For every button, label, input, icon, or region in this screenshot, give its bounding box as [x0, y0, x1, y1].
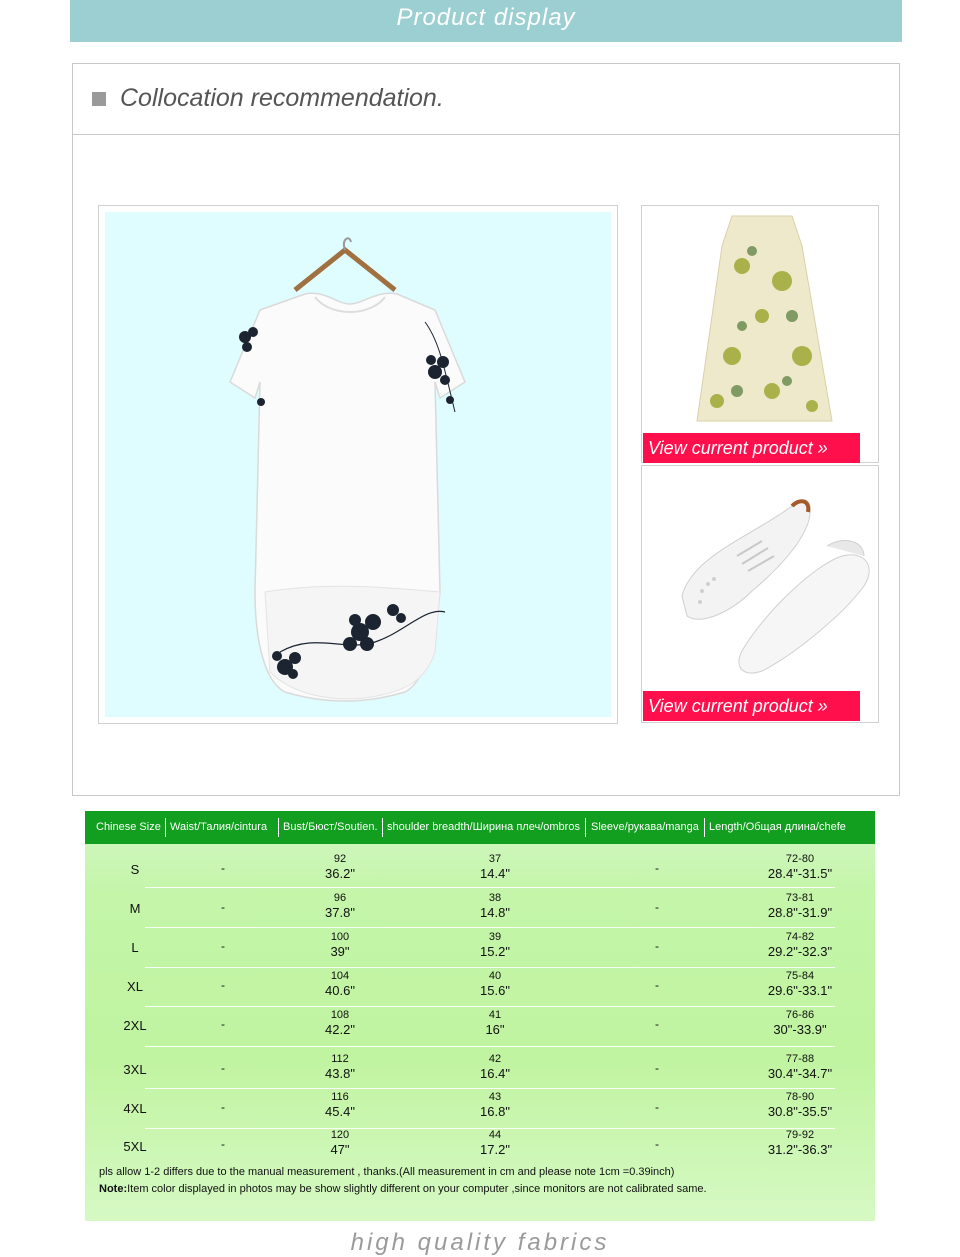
shoulder-cm: 42 — [488, 1053, 502, 1065]
waist-value: - — [221, 1061, 225, 1075]
table-row — [85, 1049, 875, 1089]
table-row — [85, 1089, 875, 1129]
waist-value: - — [221, 1017, 225, 1031]
sleeve-value: - — [655, 1017, 659, 1031]
header-length: Length/Общая длина/chefe — [709, 821, 846, 833]
size-value: S — [130, 862, 140, 877]
next-section-title: high quality fabrics — [350, 1229, 610, 1256]
bust-inch: 39" — [330, 944, 350, 959]
bust-inch: 47" — [330, 1142, 350, 1157]
sleeve-value: - — [655, 900, 659, 914]
bust-inch: 43.8" — [325, 1066, 355, 1081]
note-text: Item color displayed in photos may be show slightly different on your computer ,since monitors are not calibrated same. — [127, 1183, 707, 1195]
length-inch: 29.6"-33.1" — [767, 983, 833, 998]
header-waist: Waist/Талия/cintura — [170, 821, 268, 833]
length-inch: 28.4"-31.5" — [767, 866, 833, 881]
header-bust: Bust/Бюст/Soutien. — [283, 821, 378, 833]
shoulder-inch: 16.4" — [480, 1066, 510, 1081]
size-value: M — [129, 901, 141, 916]
main-product-image — [98, 205, 618, 724]
length-inch: 30.8"-35.5" — [767, 1104, 833, 1119]
bust-cm: 92 — [333, 853, 347, 865]
bust-cm: 108 — [330, 1009, 350, 1021]
waist-value: - — [221, 1100, 225, 1114]
length-inch: 31.2"-36.3" — [767, 1142, 833, 1157]
table-row — [85, 928, 875, 968]
table-row — [85, 848, 875, 888]
measurement-notes — [99, 1165, 759, 1196]
sleeve-value: - — [655, 1061, 659, 1075]
length-cm: 72-80 — [785, 853, 815, 865]
bust-inch: 45.4" — [325, 1104, 355, 1119]
color-note — [99, 1182, 759, 1196]
length-cm: 77-88 — [785, 1053, 815, 1065]
header-sleeve: Sleeve/рукава/manga — [591, 821, 699, 833]
shoulder-cm: 38 — [488, 892, 502, 904]
bust-inch: 40.6" — [325, 983, 355, 998]
length-cm: 79-92 — [785, 1129, 815, 1141]
shoes-product-card[interactable] — [641, 465, 879, 723]
table-row — [85, 1128, 875, 1168]
product-display-banner — [70, 0, 902, 42]
length-cm: 73-81 — [785, 892, 815, 904]
size-chart-header — [85, 811, 875, 844]
sleeve-value: - — [655, 939, 659, 953]
shoulder-inch: 17.2" — [480, 1142, 510, 1157]
white-blouse-image — [105, 212, 611, 717]
length-cm: 75-84 — [785, 970, 815, 982]
bust-cm: 104 — [330, 970, 350, 982]
length-inch: 30"-33.9" — [773, 1022, 827, 1037]
waist-value: - — [221, 978, 225, 992]
table-row — [85, 888, 875, 928]
view-shoes-button[interactable]: View current product » — [643, 691, 860, 721]
shoulder-inch: 15.6" — [480, 983, 510, 998]
square-bullet-icon — [92, 92, 106, 106]
collocation-section — [72, 63, 900, 796]
header-divider — [585, 818, 586, 837]
size-value: 3XL — [123, 1062, 147, 1077]
note-label: Note: — [99, 1183, 128, 1195]
size-chart-table — [85, 811, 875, 1221]
shoulder-cm: 39 — [488, 931, 502, 943]
bust-inch: 42.2" — [325, 1022, 355, 1037]
row-divider — [145, 1046, 835, 1047]
bust-cm: 112 — [331, 1053, 349, 1065]
waist-value: - — [221, 861, 225, 875]
bust-inch: 36.2" — [325, 866, 355, 881]
shoulder-inch: 15.2" — [480, 944, 510, 959]
shoulder-inch: 14.8" — [480, 905, 510, 920]
shoulder-inch: 16" — [485, 1022, 505, 1037]
waist-value: - — [221, 1137, 225, 1151]
measurement-note: pls allow 1-2 differs due to the manual measurement , thanks.(All measurement in cm and please note 1cm =0.39inch) — [99, 1166, 675, 1178]
length-cm: 78-90 — [785, 1091, 815, 1103]
collocation-header — [73, 64, 899, 135]
bust-cm: 100 — [330, 931, 350, 943]
length-cm: 74-82 — [785, 931, 815, 943]
shoulder-cm: 41 — [488, 1009, 502, 1021]
collocation-title: Collocation recommendation. — [120, 84, 444, 112]
white-sneakers-image — [642, 466, 878, 691]
bust-inch: 37.8" — [325, 905, 355, 920]
length-inch: 30.4"-34.7" — [767, 1066, 833, 1081]
shoulder-cm: 44 — [488, 1129, 502, 1141]
shoulder-cm: 40 — [488, 970, 502, 982]
sleeve-value: - — [655, 861, 659, 875]
shoulder-cm: 37 — [488, 853, 502, 865]
shoulder-cm: 43 — [488, 1091, 502, 1103]
header-divider — [278, 818, 279, 837]
header-shoulder: shoulder breadth/Ширина плеч/ombros — [387, 821, 580, 833]
header-divider — [165, 818, 166, 837]
length-cm: 76-86 — [785, 1009, 815, 1021]
bust-cm: 120 — [330, 1129, 350, 1141]
length-inch: 29.2"-32.3" — [767, 944, 833, 959]
length-inch: 28.8"-31.9" — [767, 905, 833, 920]
header-chinese-size: Chinese Size — [96, 821, 161, 833]
view-skirt-button[interactable]: View current product » — [643, 433, 860, 463]
size-value: 4XL — [123, 1101, 147, 1116]
sleeve-value: - — [655, 1137, 659, 1151]
table-row — [85, 1007, 875, 1047]
size-value: 2XL — [123, 1018, 147, 1033]
floral-skirt-image — [642, 206, 878, 431]
header-divider — [704, 818, 705, 837]
shoulder-inch: 14.4" — [480, 866, 510, 881]
banner-title: Product display — [396, 4, 576, 31]
table-row — [85, 967, 875, 1007]
size-value: 5XL — [123, 1139, 147, 1154]
sleeve-value: - — [655, 1100, 659, 1114]
header-divider — [382, 818, 383, 837]
bust-cm: 96 — [333, 892, 347, 904]
bust-cm: 116 — [331, 1091, 349, 1103]
size-value: XL — [127, 979, 143, 994]
sleeve-value: - — [655, 978, 659, 992]
waist-value: - — [221, 900, 225, 914]
waist-value: - — [221, 939, 225, 953]
skirt-product-card[interactable] — [641, 205, 879, 463]
size-value: L — [131, 940, 139, 955]
shoulder-inch: 16.8" — [480, 1104, 510, 1119]
